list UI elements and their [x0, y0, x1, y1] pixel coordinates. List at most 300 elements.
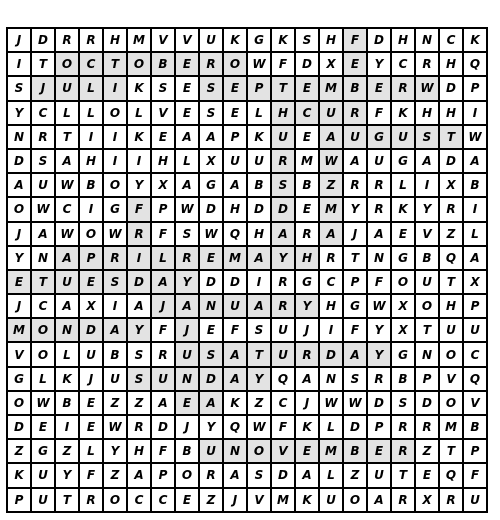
grid-cell[interactable]: G: [104, 198, 128, 222]
grid-cell[interactable]: I: [80, 198, 104, 222]
grid-cell[interactable]: E: [80, 271, 104, 295]
grid-cell[interactable]: T: [248, 343, 272, 367]
grid-cell[interactable]: Z: [440, 223, 464, 247]
grid-cell[interactable]: V: [176, 29, 200, 53]
grid-cell[interactable]: J: [32, 77, 56, 101]
grid-cell[interactable]: R: [392, 440, 416, 464]
grid-cell[interactable]: G: [32, 440, 56, 464]
grid-cell[interactable]: M: [272, 489, 296, 513]
grid-cell[interactable]: U: [104, 368, 128, 392]
grid-cell[interactable]: A: [128, 464, 152, 488]
grid-cell[interactable]: V: [8, 343, 32, 367]
grid-cell[interactable]: U: [368, 464, 392, 488]
grid-cell[interactable]: P: [464, 295, 488, 319]
grid-cell[interactable]: E: [296, 440, 320, 464]
grid-cell[interactable]: F: [224, 319, 248, 343]
grid-cell[interactable]: U: [56, 271, 80, 295]
grid-cell[interactable]: E: [368, 77, 392, 101]
grid-cell[interactable]: Y: [176, 271, 200, 295]
grid-cell[interactable]: P: [224, 126, 248, 150]
grid-cell[interactable]: U: [32, 489, 56, 513]
grid-cell[interactable]: H: [128, 440, 152, 464]
grid-cell[interactable]: J: [176, 416, 200, 440]
grid-cell[interactable]: A: [296, 464, 320, 488]
grid-cell[interactable]: F: [80, 464, 104, 488]
grid-cell[interactable]: V: [152, 102, 176, 126]
grid-cell[interactable]: O: [440, 392, 464, 416]
grid-cell[interactable]: V: [272, 440, 296, 464]
grid-cell[interactable]: T: [440, 440, 464, 464]
grid-cell[interactable]: L: [320, 416, 344, 440]
grid-cell[interactable]: B: [248, 174, 272, 198]
grid-cell[interactable]: N: [32, 247, 56, 271]
grid-cell[interactable]: C: [128, 489, 152, 513]
grid-cell[interactable]: Z: [200, 489, 224, 513]
grid-cell[interactable]: B: [464, 174, 488, 198]
grid-cell[interactable]: A: [368, 489, 392, 513]
grid-cell[interactable]: C: [464, 343, 488, 367]
grid-cell[interactable]: S: [272, 174, 296, 198]
grid-cell[interactable]: D: [200, 271, 224, 295]
grid-cell[interactable]: I: [104, 295, 128, 319]
grid-cell[interactable]: A: [224, 464, 248, 488]
grid-cell[interactable]: H: [296, 247, 320, 271]
grid-cell[interactable]: P: [344, 271, 368, 295]
grid-cell[interactable]: K: [392, 102, 416, 126]
grid-cell[interactable]: K: [272, 29, 296, 53]
grid-cell[interactable]: U: [176, 343, 200, 367]
grid-cell[interactable]: E: [8, 271, 32, 295]
grid-cell[interactable]: N: [224, 440, 248, 464]
grid-cell[interactable]: T: [32, 53, 56, 77]
grid-cell[interactable]: G: [368, 126, 392, 150]
grid-cell[interactable]: D: [200, 198, 224, 222]
grid-cell[interactable]: W: [32, 392, 56, 416]
grid-cell[interactable]: U: [392, 126, 416, 150]
grid-cell[interactable]: C: [56, 198, 80, 222]
grid-cell[interactable]: B: [392, 368, 416, 392]
grid-cell[interactable]: Q: [440, 247, 464, 271]
grid-cell[interactable]: I: [248, 271, 272, 295]
grid-cell[interactable]: W: [344, 392, 368, 416]
grid-cell[interactable]: U: [344, 126, 368, 150]
grid-cell[interactable]: T: [416, 319, 440, 343]
grid-cell[interactable]: L: [464, 223, 488, 247]
grid-cell[interactable]: Y: [200, 416, 224, 440]
grid-cell[interactable]: J: [296, 319, 320, 343]
grid-cell[interactable]: S: [296, 29, 320, 53]
grid-cell[interactable]: D: [128, 271, 152, 295]
grid-cell[interactable]: A: [56, 150, 80, 174]
grid-cell[interactable]: H: [392, 29, 416, 53]
grid-cell[interactable]: U: [32, 464, 56, 488]
grid-cell[interactable]: O: [344, 489, 368, 513]
grid-cell[interactable]: K: [224, 29, 248, 53]
grid-cell[interactable]: K: [128, 126, 152, 150]
grid-cell[interactable]: I: [8, 53, 32, 77]
grid-cell[interactable]: W: [416, 77, 440, 101]
grid-cell[interactable]: E: [224, 102, 248, 126]
grid-cell[interactable]: Y: [248, 368, 272, 392]
grid-cell[interactable]: X: [440, 174, 464, 198]
grid-cell[interactable]: S: [128, 343, 152, 367]
grid-cell[interactable]: Z: [416, 440, 440, 464]
grid-cell[interactable]: O: [104, 174, 128, 198]
grid-cell[interactable]: J: [296, 392, 320, 416]
grid-cell[interactable]: X: [464, 271, 488, 295]
grid-cell[interactable]: D: [32, 29, 56, 53]
grid-cell[interactable]: D: [272, 464, 296, 488]
grid-cell[interactable]: O: [8, 392, 32, 416]
grid-cell[interactable]: G: [392, 343, 416, 367]
grid-cell[interactable]: S: [416, 126, 440, 150]
grid-cell[interactable]: P: [248, 77, 272, 101]
grid-cell[interactable]: T: [272, 77, 296, 101]
grid-cell[interactable]: U: [272, 343, 296, 367]
grid-cell[interactable]: A: [200, 392, 224, 416]
grid-cell[interactable]: Z: [104, 464, 128, 488]
grid-cell[interactable]: E: [152, 126, 176, 150]
grid-cell[interactable]: J: [176, 319, 200, 343]
grid-cell[interactable]: V: [248, 489, 272, 513]
grid-cell[interactable]: E: [368, 440, 392, 464]
grid-cell[interactable]: V: [440, 368, 464, 392]
grid-cell[interactable]: H: [320, 29, 344, 53]
grid-cell[interactable]: R: [104, 247, 128, 271]
grid-cell[interactable]: N: [200, 295, 224, 319]
grid-cell[interactable]: D: [8, 150, 32, 174]
grid-cell[interactable]: X: [320, 53, 344, 77]
grid-cell[interactable]: O: [104, 102, 128, 126]
grid-cell[interactable]: S: [32, 150, 56, 174]
grid-cell[interactable]: A: [128, 295, 152, 319]
grid-cell[interactable]: K: [296, 416, 320, 440]
grid-cell[interactable]: W: [200, 223, 224, 247]
grid-cell[interactable]: R: [200, 53, 224, 77]
grid-cell[interactable]: E: [176, 53, 200, 77]
grid-cell[interactable]: Z: [128, 392, 152, 416]
grid-cell[interactable]: Y: [104, 440, 128, 464]
grid-cell[interactable]: E: [416, 464, 440, 488]
grid-cell[interactable]: G: [8, 368, 32, 392]
grid-cell[interactable]: T: [392, 464, 416, 488]
grid-cell[interactable]: G: [392, 247, 416, 271]
grid-cell[interactable]: N: [176, 368, 200, 392]
grid-cell[interactable]: U: [56, 77, 80, 101]
grid-cell[interactable]: O: [8, 198, 32, 222]
grid-cell[interactable]: R: [128, 416, 152, 440]
grid-cell[interactable]: S: [8, 77, 32, 101]
grid-cell[interactable]: Q: [440, 464, 464, 488]
grid-cell[interactable]: N: [416, 29, 440, 53]
grid-cell[interactable]: S: [128, 368, 152, 392]
grid-cell[interactable]: L: [56, 102, 80, 126]
grid-cell[interactable]: S: [200, 77, 224, 101]
grid-cell[interactable]: L: [392, 174, 416, 198]
grid-cell[interactable]: E: [176, 77, 200, 101]
grid-cell[interactable]: A: [176, 174, 200, 198]
grid-cell[interactable]: K: [8, 464, 32, 488]
grid-cell[interactable]: S: [152, 77, 176, 101]
grid-cell[interactable]: U: [152, 368, 176, 392]
grid-cell[interactable]: M: [224, 247, 248, 271]
grid-cell[interactable]: K: [224, 392, 248, 416]
grid-cell[interactable]: K: [248, 126, 272, 150]
grid-cell[interactable]: R: [368, 198, 392, 222]
grid-cell[interactable]: E: [224, 77, 248, 101]
grid-cell[interactable]: J: [344, 223, 368, 247]
grid-cell[interactable]: Y: [368, 319, 392, 343]
grid-cell[interactable]: A: [56, 295, 80, 319]
grid-cell[interactable]: B: [152, 53, 176, 77]
grid-cell[interactable]: L: [32, 368, 56, 392]
grid-cell[interactable]: S: [344, 368, 368, 392]
grid-cell[interactable]: P: [464, 77, 488, 101]
grid-cell[interactable]: K: [392, 198, 416, 222]
grid-cell[interactable]: S: [104, 271, 128, 295]
grid-cell[interactable]: W: [104, 223, 128, 247]
grid-cell[interactable]: H: [320, 295, 344, 319]
grid-cell[interactable]: O: [224, 53, 248, 77]
grid-cell[interactable]: U: [416, 271, 440, 295]
grid-cell[interactable]: F: [128, 198, 152, 222]
grid-cell[interactable]: G: [248, 29, 272, 53]
grid-cell[interactable]: O: [440, 343, 464, 367]
grid-cell[interactable]: M: [320, 198, 344, 222]
grid-cell[interactable]: M: [128, 29, 152, 53]
grid-cell[interactable]: R: [392, 416, 416, 440]
grid-cell[interactable]: S: [248, 319, 272, 343]
grid-cell[interactable]: R: [128, 223, 152, 247]
grid-cell[interactable]: R: [272, 295, 296, 319]
grid-cell[interactable]: F: [464, 464, 488, 488]
grid-cell[interactable]: X: [80, 295, 104, 319]
grid-cell[interactable]: A: [32, 223, 56, 247]
grid-cell[interactable]: B: [296, 174, 320, 198]
grid-cell[interactable]: R: [416, 53, 440, 77]
grid-cell[interactable]: W: [464, 126, 488, 150]
grid-cell[interactable]: U: [32, 174, 56, 198]
grid-cell[interactable]: E: [344, 53, 368, 77]
grid-cell[interactable]: F: [152, 440, 176, 464]
grid-cell[interactable]: H: [152, 150, 176, 174]
grid-cell[interactable]: G: [296, 271, 320, 295]
grid-cell[interactable]: D: [368, 29, 392, 53]
grid-cell[interactable]: B: [344, 77, 368, 101]
grid-cell[interactable]: K: [464, 29, 488, 53]
grid-cell[interactable]: L: [248, 102, 272, 126]
grid-cell[interactable]: X: [392, 295, 416, 319]
grid-cell[interactable]: O: [416, 295, 440, 319]
grid-cell[interactable]: A: [200, 126, 224, 150]
grid-cell[interactable]: R: [296, 343, 320, 367]
grid-cell[interactable]: P: [416, 368, 440, 392]
grid-cell[interactable]: A: [344, 150, 368, 174]
grid-cell[interactable]: U: [320, 489, 344, 513]
grid-cell[interactable]: A: [176, 295, 200, 319]
grid-cell[interactable]: I: [464, 198, 488, 222]
grid-cell[interactable]: D: [440, 77, 464, 101]
grid-cell[interactable]: I: [104, 150, 128, 174]
grid-cell[interactable]: A: [296, 368, 320, 392]
grid-cell[interactable]: A: [344, 343, 368, 367]
grid-cell[interactable]: R: [32, 126, 56, 150]
grid-cell[interactable]: R: [440, 489, 464, 513]
grid-cell[interactable]: U: [440, 319, 464, 343]
grid-cell[interactable]: G: [392, 150, 416, 174]
grid-cell[interactable]: C: [80, 53, 104, 77]
grid-cell[interactable]: A: [152, 271, 176, 295]
grid-cell[interactable]: F: [344, 29, 368, 53]
grid-cell[interactable]: Y: [8, 247, 32, 271]
grid-cell[interactable]: D: [368, 392, 392, 416]
grid-cell[interactable]: O: [248, 440, 272, 464]
grid-cell[interactable]: W: [56, 174, 80, 198]
grid-cell[interactable]: R: [296, 223, 320, 247]
grid-cell[interactable]: W: [32, 198, 56, 222]
grid-cell[interactable]: C: [320, 271, 344, 295]
grid-cell[interactable]: U: [248, 150, 272, 174]
grid-cell[interactable]: O: [104, 489, 128, 513]
grid-cell[interactable]: J: [8, 29, 32, 53]
grid-cell[interactable]: L: [80, 440, 104, 464]
grid-cell[interactable]: Q: [224, 223, 248, 247]
grid-cell[interactable]: T: [344, 247, 368, 271]
grid-cell[interactable]: L: [320, 464, 344, 488]
grid-cell[interactable]: P: [152, 464, 176, 488]
grid-cell[interactable]: E: [296, 126, 320, 150]
grid-cell[interactable]: M: [296, 150, 320, 174]
grid-cell[interactable]: T: [56, 126, 80, 150]
grid-cell[interactable]: O: [32, 343, 56, 367]
grid-cell[interactable]: S: [392, 392, 416, 416]
grid-cell[interactable]: Y: [368, 343, 392, 367]
grid-cell[interactable]: L: [176, 150, 200, 174]
grid-cell[interactable]: L: [56, 343, 80, 367]
grid-cell[interactable]: N: [368, 247, 392, 271]
grid-cell[interactable]: Q: [272, 368, 296, 392]
grid-cell[interactable]: K: [296, 489, 320, 513]
grid-cell[interactable]: D: [80, 319, 104, 343]
grid-cell[interactable]: V: [416, 223, 440, 247]
grid-cell[interactable]: U: [224, 150, 248, 174]
grid-cell[interactable]: T: [440, 271, 464, 295]
grid-cell[interactable]: R: [368, 368, 392, 392]
grid-cell[interactable]: T: [56, 489, 80, 513]
grid-cell[interactable]: Z: [320, 174, 344, 198]
grid-cell[interactable]: K: [56, 368, 80, 392]
grid-cell[interactable]: D: [200, 368, 224, 392]
grid-cell[interactable]: W: [248, 53, 272, 77]
grid-cell[interactable]: C: [392, 53, 416, 77]
grid-cell[interactable]: L: [80, 77, 104, 101]
grid-cell[interactable]: F: [272, 416, 296, 440]
grid-cell[interactable]: R: [416, 416, 440, 440]
grid-cell[interactable]: M: [440, 416, 464, 440]
grid-cell[interactable]: R: [392, 489, 416, 513]
grid-cell[interactable]: N: [320, 368, 344, 392]
grid-cell[interactable]: I: [56, 416, 80, 440]
grid-cell[interactable]: X: [200, 150, 224, 174]
grid-cell[interactable]: M: [8, 319, 32, 343]
grid-cell[interactable]: R: [440, 198, 464, 222]
grid-cell[interactable]: T: [104, 53, 128, 77]
grid-cell[interactable]: I: [320, 319, 344, 343]
grid-cell[interactable]: H: [440, 102, 464, 126]
grid-cell[interactable]: F: [368, 271, 392, 295]
grid-cell[interactable]: Y: [8, 102, 32, 126]
grid-cell[interactable]: I: [104, 77, 128, 101]
grid-cell[interactable]: C: [272, 392, 296, 416]
grid-cell[interactable]: I: [128, 150, 152, 174]
grid-cell[interactable]: B: [344, 440, 368, 464]
grid-cell[interactable]: D: [416, 392, 440, 416]
grid-cell[interactable]: P: [464, 440, 488, 464]
grid-cell[interactable]: X: [152, 174, 176, 198]
grid-cell[interactable]: U: [368, 150, 392, 174]
grid-cell[interactable]: R: [272, 150, 296, 174]
grid-cell[interactable]: C: [296, 102, 320, 126]
grid-cell[interactable]: C: [440, 29, 464, 53]
grid-cell[interactable]: A: [224, 343, 248, 367]
grid-cell[interactable]: U: [200, 440, 224, 464]
grid-cell[interactable]: R: [392, 77, 416, 101]
grid-cell[interactable]: R: [320, 247, 344, 271]
grid-cell[interactable]: D: [248, 198, 272, 222]
grid-cell[interactable]: N: [8, 126, 32, 150]
grid-cell[interactable]: D: [8, 416, 32, 440]
grid-cell[interactable]: F: [368, 102, 392, 126]
grid-cell[interactable]: E: [80, 392, 104, 416]
grid-cell[interactable]: A: [248, 295, 272, 319]
grid-cell[interactable]: J: [224, 489, 248, 513]
grid-cell[interactable]: D: [344, 416, 368, 440]
grid-cell[interactable]: C: [32, 102, 56, 126]
grid-cell[interactable]: A: [320, 126, 344, 150]
grid-cell[interactable]: Y: [368, 53, 392, 77]
grid-cell[interactable]: W: [104, 416, 128, 440]
grid-cell[interactable]: A: [152, 392, 176, 416]
grid-cell[interactable]: D: [296, 53, 320, 77]
grid-cell[interactable]: H: [440, 53, 464, 77]
grid-cell[interactable]: E: [32, 416, 56, 440]
grid-cell[interactable]: J: [8, 223, 32, 247]
grid-cell[interactable]: W: [320, 150, 344, 174]
grid-cell[interactable]: N: [416, 343, 440, 367]
grid-cell[interactable]: O: [392, 271, 416, 295]
grid-cell[interactable]: K: [128, 77, 152, 101]
grid-cell[interactable]: N: [56, 319, 80, 343]
grid-cell[interactable]: P: [152, 198, 176, 222]
grid-cell[interactable]: C: [152, 489, 176, 513]
grid-cell[interactable]: I: [416, 174, 440, 198]
grid-cell[interactable]: E: [176, 102, 200, 126]
grid-cell[interactable]: B: [176, 440, 200, 464]
grid-cell[interactable]: O: [56, 53, 80, 77]
grid-cell[interactable]: I: [104, 126, 128, 150]
grid-cell[interactable]: T: [32, 271, 56, 295]
grid-cell[interactable]: A: [464, 247, 488, 271]
grid-cell[interactable]: R: [272, 271, 296, 295]
grid-cell[interactable]: Y: [416, 198, 440, 222]
grid-cell[interactable]: Q: [224, 416, 248, 440]
grid-cell[interactable]: R: [344, 174, 368, 198]
grid-cell[interactable]: E: [200, 319, 224, 343]
grid-cell[interactable]: B: [104, 343, 128, 367]
grid-cell[interactable]: G: [200, 174, 224, 198]
grid-cell[interactable]: B: [56, 392, 80, 416]
grid-cell[interactable]: E: [176, 489, 200, 513]
